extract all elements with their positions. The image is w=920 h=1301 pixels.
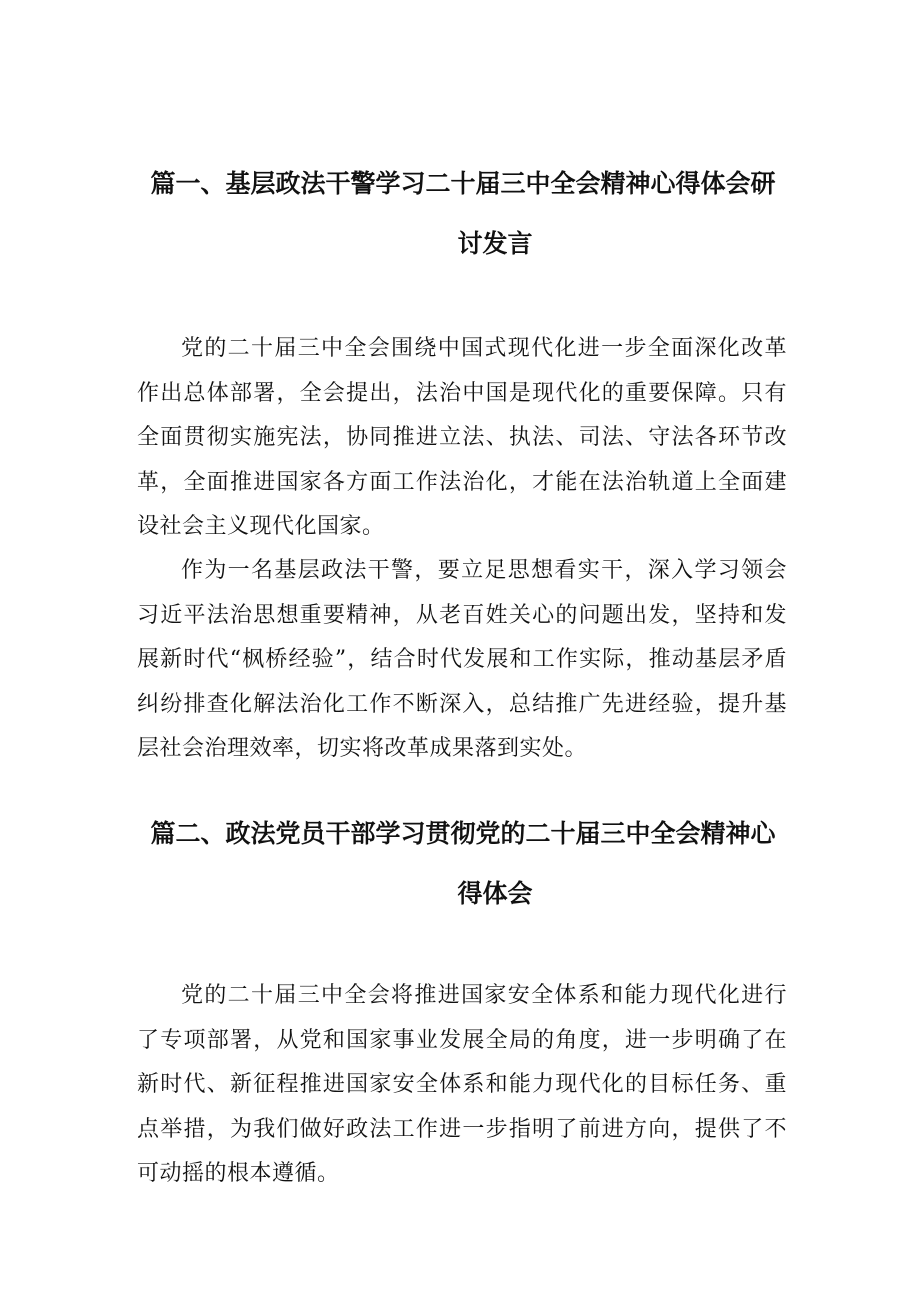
section-2-paragraph-1: 党的二十届三中全会将推进国家安全体系和能力现代化进行了专项部署，从党和国家事业发展全局的角度，进一步明确了在新时代、新征程推进国家安全体系和能力现代化的目标任务、重点举措，为我们做好政法工作进一步指明了前进方向，提供了不可动摇的根本遵循。 <box>137 983 787 1186</box>
section-2-heading-line-2: 得体会 <box>457 879 533 908</box>
section-1-paragraph-1: 党的二十届三中全会围绕中国式现代化进一步全面深化改革作出总体部署，全会提出，法治中国是现代化的重要保障。只有全面贯彻实施宪法，协同推进立法、执法、司法、守法各环节改革，全面推进国家各方面工作法治化，才能在法治轨道上全面建设社会主义现代化国家。 <box>137 336 787 539</box>
section-2-heading-line-1: 篇二、政法党员干部学习贯彻党的二十届三中全会精神心 <box>150 819 776 848</box>
section-1-heading-line-1: 篇一、基层政法干警学习二十届三中全会精神心得体会研 <box>150 169 776 198</box>
section-1-heading-line-2: 讨发言 <box>457 229 533 258</box>
section-2-heading <box>133 804 793 924</box>
section-1-heading <box>133 154 793 274</box>
section-1-paragraph-2: 作为一名基层政法干警，要立足思想看实干，深入学习领会习近平法治思想重要精神，从老百姓关心的问题出发，坚持和发展新时代“枫桥经验”，结合时代发展和工作实际，推动基层矛盾纠纷排查化解法治化工作不断深入，总结推广先进经验，提升基层社会治理效率，切实将改革成果落到实处。 <box>137 558 787 761</box>
